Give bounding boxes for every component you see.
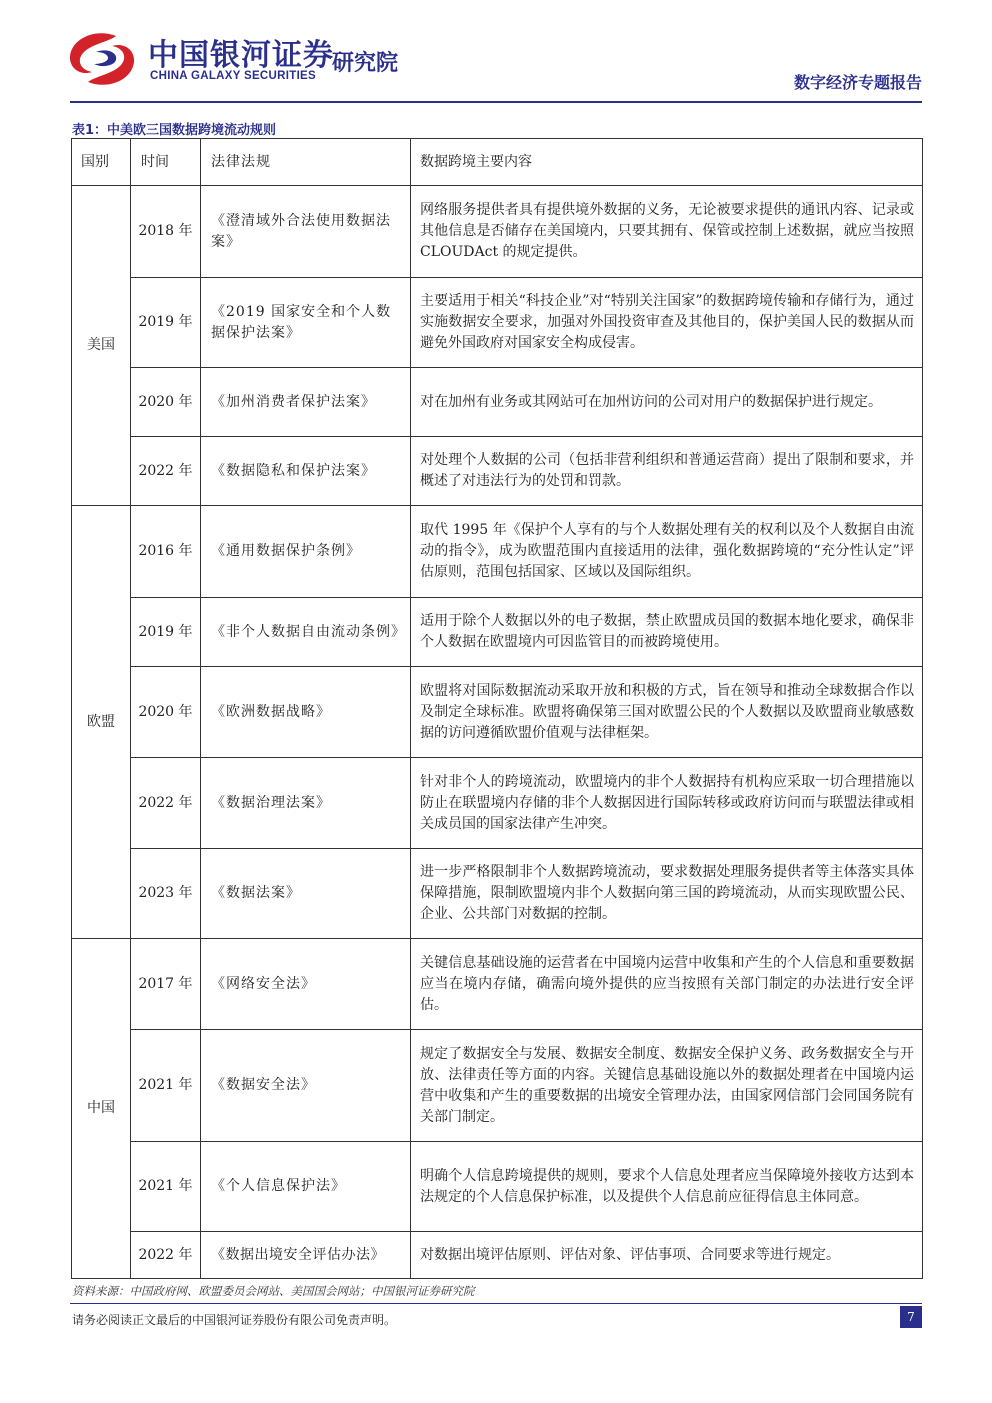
content-cell: 网络服务提供者具有提供境外数据的义务，无论被要求提供的通讯内容、记录或其他信息是否储存在美国境内，只要其拥有、保管或控制上述数据，就应当按照 CLOUDAct 的规定提供。 <box>411 186 923 278</box>
country-cell: 美国 <box>72 186 131 506</box>
year-cell: 2018 年 <box>131 186 201 278</box>
law-cell: 《非个人数据自由流动条例》 <box>201 598 411 667</box>
year-cell: 2017 年 <box>131 939 201 1030</box>
country-cell: 中国 <box>72 939 131 1279</box>
year-cell: 2022 年 <box>131 1232 201 1279</box>
law-cell: 《数据法案》 <box>201 849 411 939</box>
year-cell: 2020 年 <box>131 368 201 437</box>
table-row <box>72 1030 923 1142</box>
content-cell: 关键信息基础设施的运营者在中国境内运营中收集和产生的个人信息和重要数据应当在境内存储，确需向境外提供的应当按照有关部门制定的办法进行安全评估。 <box>411 939 923 1030</box>
page-header <box>0 0 992 110</box>
content-cell: 规定了数据安全与发展、数据安全制度、数据安全保护义务、政务数据安全与开放、法律责任等方面的内容。关键信息基础设施以外的数据处理者在中国境内运营中收集和产生的重要数据的出境安全管理办法，由国家网信部门会同国务院有关部门制定。 <box>411 1030 923 1142</box>
table-row <box>72 939 923 1030</box>
table-title: 表1：中美欧三国数据跨境流动规则 <box>72 123 277 138</box>
content-cell: 明确个人信息跨境提供的规则，要求个人信息处理者应当保障境外接收方达到本法规定的个人信息保护标准，以及提供个人信息前应征得信息主体同意。 <box>411 1142 923 1232</box>
law-cell: 《数据出境安全评估办法》 <box>201 1232 411 1279</box>
logo-chinese-name: 中国银河证券 <box>148 38 334 73</box>
content-cell: 适用于除个人数据以外的电子数据，禁止欧盟成员国的数据本地化要求，确保非个人数据在欧盟境内可因监管目的而被跨境使用。 <box>411 598 923 667</box>
table-row <box>72 1232 923 1279</box>
year-cell: 2023 年 <box>131 849 201 939</box>
table-row <box>72 437 923 506</box>
year-cell: 2021 年 <box>131 1142 201 1232</box>
header-divider <box>70 101 922 103</box>
report-type: 数字经济专题报告 <box>793 73 922 92</box>
year-cell: 2019 年 <box>131 598 201 667</box>
footer-divider <box>70 1303 922 1304</box>
table-header-row <box>72 139 923 186</box>
table-row <box>72 667 923 758</box>
year-cell: 2021 年 <box>131 1030 201 1142</box>
table-row <box>72 186 923 278</box>
table-row <box>72 598 923 667</box>
law-cell: 《个人信息保护法》 <box>201 1142 411 1232</box>
year-cell: 2016 年 <box>131 506 201 598</box>
content-cell: 针对非个人的跨境流动，欧盟境内的非个人数据持有机构应采取一切合理措施以防止在联盟境内存储的非个人数据因进行国际转移或政府访问而与联盟法律或相关成员国的国家法律产生冲突。 <box>411 758 923 849</box>
page-number: 7 <box>900 1306 922 1328</box>
law-cell: 《欧洲数据战略》 <box>201 667 411 758</box>
country-cell: 欧盟 <box>72 506 131 939</box>
law-cell: 《加州消费者保护法案》 <box>201 368 411 437</box>
table-row <box>72 368 923 437</box>
law-cell: 《2019 国家安全和个人数据保护法案》 <box>201 278 411 368</box>
logo-english-name: CHINA GALAXY SECURITIES <box>150 70 317 82</box>
content-cell: 对数据出境评估原则、评估对象、评估事项、合同要求等进行规定。 <box>411 1232 923 1279</box>
year-cell: 2022 年 <box>131 758 201 849</box>
table-row <box>72 1142 923 1232</box>
logo-institute: 研究院 <box>332 51 399 76</box>
law-cell: 《数据治理法案》 <box>201 758 411 849</box>
table-row <box>72 758 923 849</box>
galaxy-logo-icon <box>66 30 138 88</box>
year-cell: 2022 年 <box>131 437 201 506</box>
content-cell: 进一步严格限制非个人数据跨境流动，要求数据处理服务提供者等主体落实具体保障措施，限制欧盟境内非个人数据向第三国的跨境流动，从而实现欧盟公民、企业、公共部门对数据的控制。 <box>411 849 923 939</box>
disclaimer-note: 请务必阅读正文最后的中国银河证券股份有限公司免责声明。 <box>72 1313 397 1327</box>
law-cell: 《数据隐私和保护法案》 <box>201 437 411 506</box>
content-cell: 对处理个人数据的公司（包括非营利组织和普通运营商）提出了限制和要求，并概述了对违法行为的处罚和罚款。 <box>411 437 923 506</box>
law-cell: 《数据安全法》 <box>201 1030 411 1142</box>
law-cell: 《通用数据保护条例》 <box>201 506 411 598</box>
table-row <box>72 506 923 598</box>
content-cell: 取代 1995 年《保护个人享有的与个人数据处理有关的权利以及个人数据自由流动的指令》，成为欧盟范围内直接适用的法律，强化数据跨境的“充分性认定”评估原则，范围包括国家、区域以及国际组织。 <box>411 506 923 598</box>
year-cell: 2019 年 <box>131 278 201 368</box>
law-cell: 《网络安全法》 <box>201 939 411 1030</box>
column-header: 国别 <box>72 139 131 186</box>
law-cell: 《澄清域外合法使用数据法案》 <box>201 186 411 278</box>
content-cell: 欧盟将对国际数据流动采取开放和积极的方式，旨在领导和推动全球数据合作以及制定全球标准。欧盟将确保第三国对欧盟公民的个人数据以及欧盟商业敏感数据的访问遵循欧盟价值观与法律框架。 <box>411 667 923 758</box>
content-cell: 主要适用于相关“科技企业”对“特别关注国家”的数据跨境传输和存储行为，通过实施数据安全要求，加强对外国投资审查及其他目的，保护美国人民的数据从而避免外国政府对国家安全构成侵害。 <box>411 278 923 368</box>
table-row <box>72 849 923 939</box>
column-header: 时间 <box>131 139 201 186</box>
regulations-table <box>71 138 923 1279</box>
year-cell: 2020 年 <box>131 667 201 758</box>
source-note: 资料来源：中国政府网、欧盟委员会网站、美国国会网站；中国银河证券研究院 <box>72 1284 475 1298</box>
content-cell: 对在加州有业务或其网站可在加州访问的公司对用户的数据保护进行规定。 <box>411 368 923 437</box>
column-header: 数据跨境主要内容 <box>411 139 923 186</box>
column-header: 法律法规 <box>201 139 411 186</box>
table-row <box>72 278 923 368</box>
